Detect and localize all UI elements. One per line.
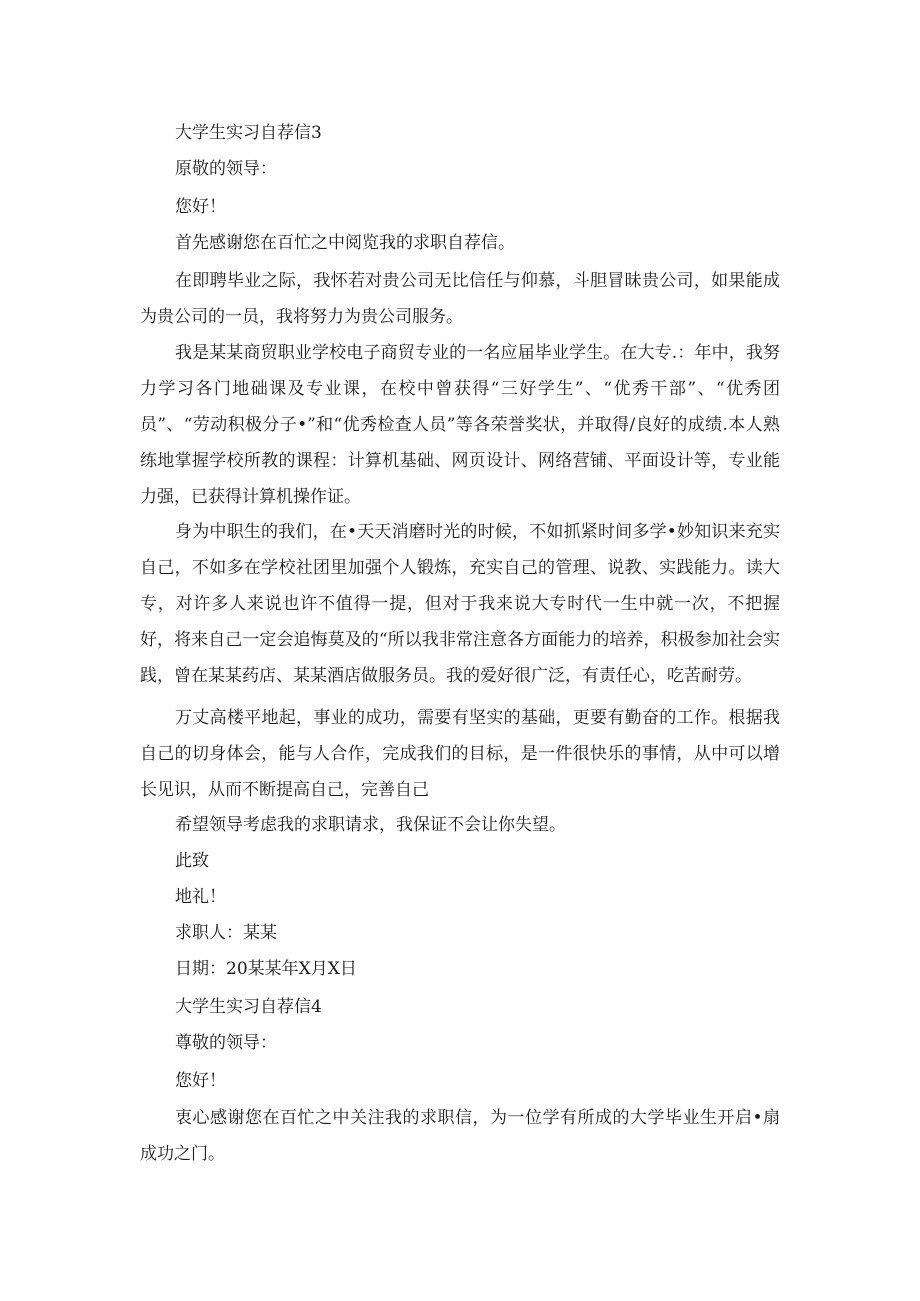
letter4-title: 大学生实习自荐信4 <box>175 997 322 1017</box>
letter3-signer: 求职人：某某 <box>175 923 277 943</box>
letter3-salutation: 原敬的领导： <box>175 159 277 179</box>
letter3-closing-1: 此致 <box>175 851 209 871</box>
letter3-paragraph-5: 希望领导考虑我的求职请求，我保证不会让你失望。 <box>175 815 566 835</box>
letter4-salutation: 尊敬的领导： <box>175 1033 277 1053</box>
letter3-date: 日期：20某某年X月X日 <box>175 959 357 979</box>
letter3-closing-2: 地礼！ <box>175 887 226 907</box>
letter3-paragraph-4: 万丈高楼平地起，事业的成功，需要有坚实的基础，更要有勤奋的工作。根据我自己的切身体会，能与人合作，完成我们的目标，是一件很快乐的事情，从中可以增长见识，从而不断提高自己，完善自己 <box>140 708 780 800</box>
letter4-greeting: 您好！ <box>175 1071 226 1091</box>
letter3-paragraph-2: 我是某某商贸职业学校电子商贸专业的一名应届毕业学生。在大专.：年中，我努力学习各门地础课及专业课，在校中曾获得“三好学生”、“优秀干部”、“优秀团员”、“劳动积极分子•”和“优秀检查人员”等各荣誉奖状，并取得/良好的成绩.本人熟练地掌握学校所教的课程：计算机基础、网页设计、网络营铺、平面设计等，专业能力强，已获得计算机操作证。 <box>140 343 780 507</box>
letter4-paragraph-1: 衷心感谢您在百忙之中关注我的求职信，为一位学有所成的大学毕业生开启•扇成功之门。 <box>140 1108 780 1164</box>
letter3-paragraph-1: 在即聘毕业之际，我怀若对贵公司无比信任与仰慕，斗胆冒昧贵公司，如果能成为贵公司的一员，我将努力为贵公司服务。 <box>140 271 780 327</box>
letter3-greeting: 您好！ <box>175 197 226 217</box>
letter3-title: 大学生实习自荐信3 <box>175 123 322 143</box>
letter3-paragraph-3: 身为中职生的我们，在•天天消磨时光的时候，不如抓紧时间多学•妙知识来充实自己，不如多在学校社团里加强个人锻炼，充实自己的管理、说教、实践能力。读大专，对许多人来说也许不值得一提，但对于我来说大专时代一生中就一次，不把握好，将来自己一定会追悔莫及的“所以我非常注意各方面能力的培养，积极参加社会实践，曾在某某药店、某某酒店做服务员。我的爱好很广泛，有责任心，吃苦耐劳。 <box>140 522 780 686</box>
letter3-thanks: 首先感谢您在百忙之中阅览我的求职自荐信。 <box>175 233 515 253</box>
